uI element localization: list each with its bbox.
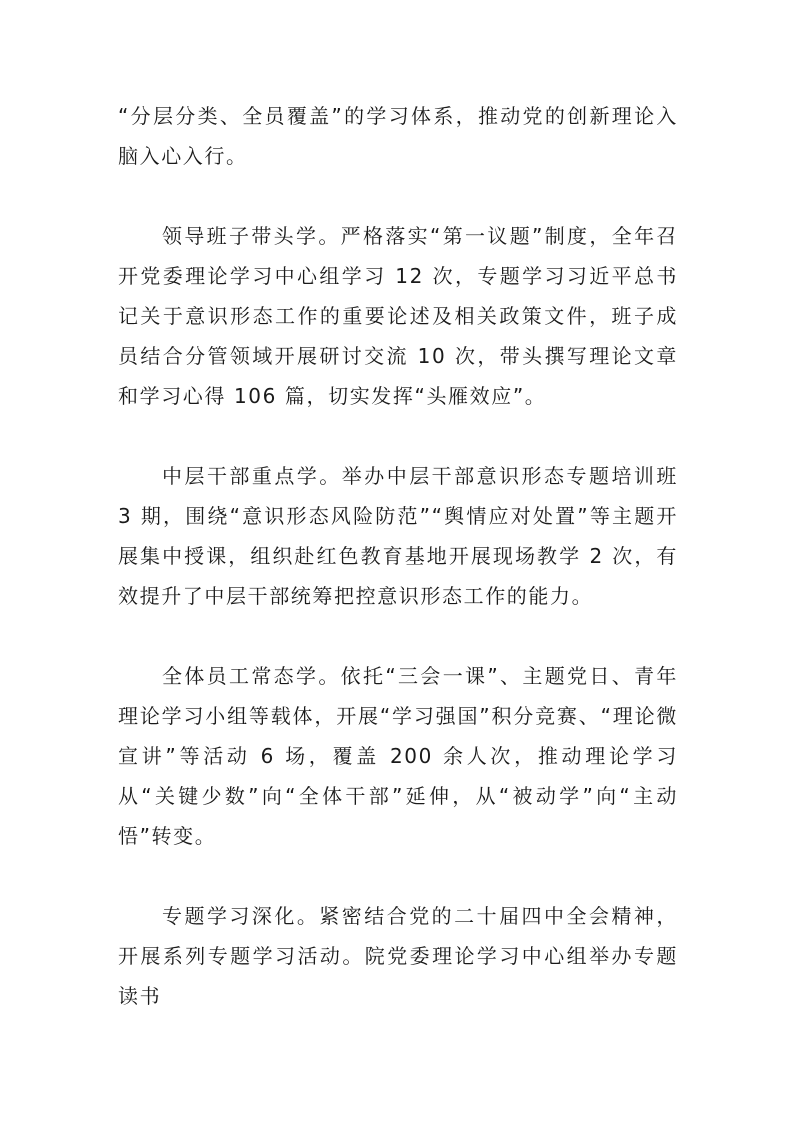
paragraph-middle-cadre-study: 中层干部重点学。举办中层干部意识形态专题培训班 3 期，围绕“意识形态风险防范”“舆情应对处置”等主题开展集中授课，组织赴红色教育基地开展现场教学 2 次，有效提升了中层干部统筹把控意识形态工作的能力。 — [118, 464, 678, 608]
paragraph-continuation: “分层分类、全员覆盖”的学习体系，推动党的创新理论入脑入心入行。 — [118, 104, 678, 168]
paragraph-leadership-study: 领导班子带头学。严格落实“第一议题”制度，全年召开党委理论学习中心组学习 12 次，专题学习习近平总书记关于意识形态工作的重要论述及相关政策文件，班子成员结合分管领域开展研讨交流 10 次，带头撰写理论文章和学习心得 106 篇，切实发挥“头雁效应”。 — [118, 224, 678, 408]
paragraph-all-staff-study: 全体员工常态学。依托“三会一课”、主题党日、青年理论学习小组等载体，开展“学习强国”积分竞赛、“理论微宣讲”等活动 6 场，覆盖 200 余人次，推动理论学习从“关键少数”向“全体干部”延伸，从“被动学”向“主动悟”转变。 — [118, 664, 678, 848]
paragraph-special-topic-study: 专题学习深化。紧密结合党的二十届四中全会精神，开展系列专题学习活动。院党委理论学习中心组举办专题读书 — [118, 904, 678, 1008]
document-body — [118, 96, 678, 1016]
